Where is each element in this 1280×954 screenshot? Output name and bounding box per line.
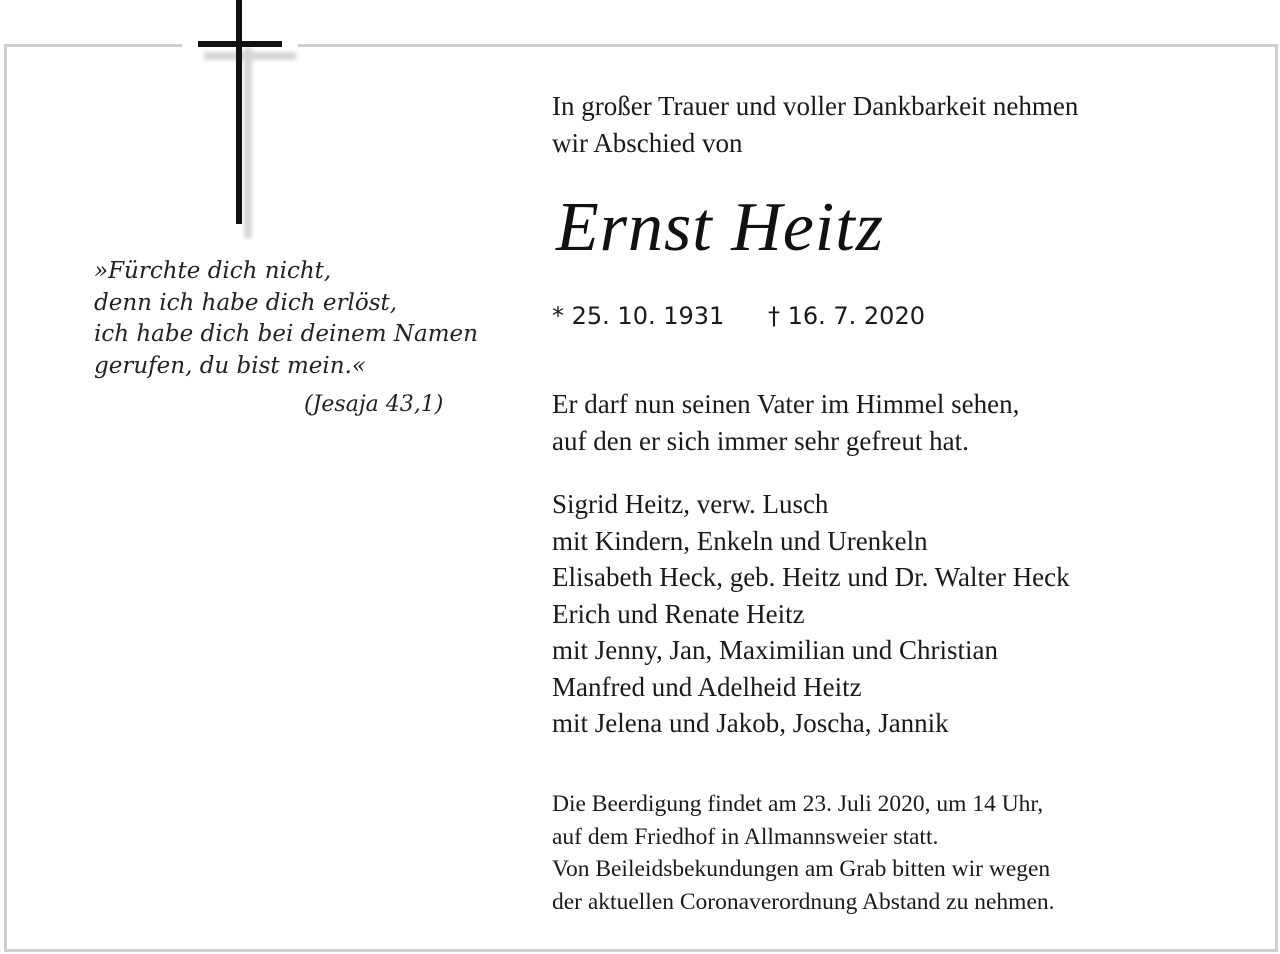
deceased-name: Ernst Heitz xyxy=(556,189,884,266)
funeral-line: auf dem Friedhof in Allmannsweier statt. xyxy=(552,823,939,850)
cross-shadow-horizontal xyxy=(204,52,296,60)
mourner-line: Sigrid Heitz, verw. Lusch xyxy=(552,489,829,519)
funeral-notice xyxy=(552,788,1055,918)
life-dates xyxy=(552,302,925,330)
verse-line: gerufen, du bist mein.« xyxy=(94,352,366,379)
intro-line: wir Abschied von xyxy=(552,128,743,158)
cross-shadow-vertical xyxy=(244,48,252,238)
cross-horizontal-bar xyxy=(198,41,282,47)
mourner-line: Manfred und Adelheid Heitz xyxy=(552,671,862,702)
mourners-list xyxy=(552,486,1070,742)
intro-text xyxy=(552,88,1078,162)
sentence-line: auf den er sich immer sehr gefreut hat. xyxy=(552,425,969,456)
bible-verse xyxy=(94,256,524,382)
sentence-line: Er darf nun seinen Vater im Himmel sehen, xyxy=(552,389,1020,419)
verse-reference: (Jesaja 43,1) xyxy=(304,392,444,417)
memorial-sentence xyxy=(552,386,1019,459)
funeral-line: Die Beerdigung findet am 23. Juli 2020, um 14 Uhr, xyxy=(552,791,1044,817)
mourner-line: mit Jenny, Jan, Maximilian und Christian xyxy=(552,635,998,665)
mourner-line: mit Kindern, Enkeln und Urenkeln xyxy=(552,525,928,556)
funeral-line: Von Beileidsbekundungen am Grab bitten wir wegen xyxy=(552,856,1051,882)
verse-line: »Fürchte dich nicht, xyxy=(94,258,332,284)
verse-line: ich habe dich bei deinem Namen xyxy=(94,321,478,347)
cross-vertical-bar xyxy=(236,0,242,224)
funeral-line: der aktuellen Coronaverordnung Abstand zu nehmen. xyxy=(552,888,1055,915)
death-date: † 16. 7. 2020 xyxy=(767,302,925,330)
mourner-line: mit Jelena und Jakob, Joscha, Jannik xyxy=(552,708,949,738)
birth-date: * 25. 10. 1931 xyxy=(552,302,725,330)
intro-line: In großer Trauer und voller Dankbarkeit nehmen xyxy=(552,91,1079,121)
verse-line: denn ich habe dich erlöst, xyxy=(94,289,398,316)
mourner-line: Erich und Renate Heitz xyxy=(552,598,805,629)
mourner-line: Elisabeth Heck, geb. Heitz und Dr. Walter Heck xyxy=(552,562,1070,592)
